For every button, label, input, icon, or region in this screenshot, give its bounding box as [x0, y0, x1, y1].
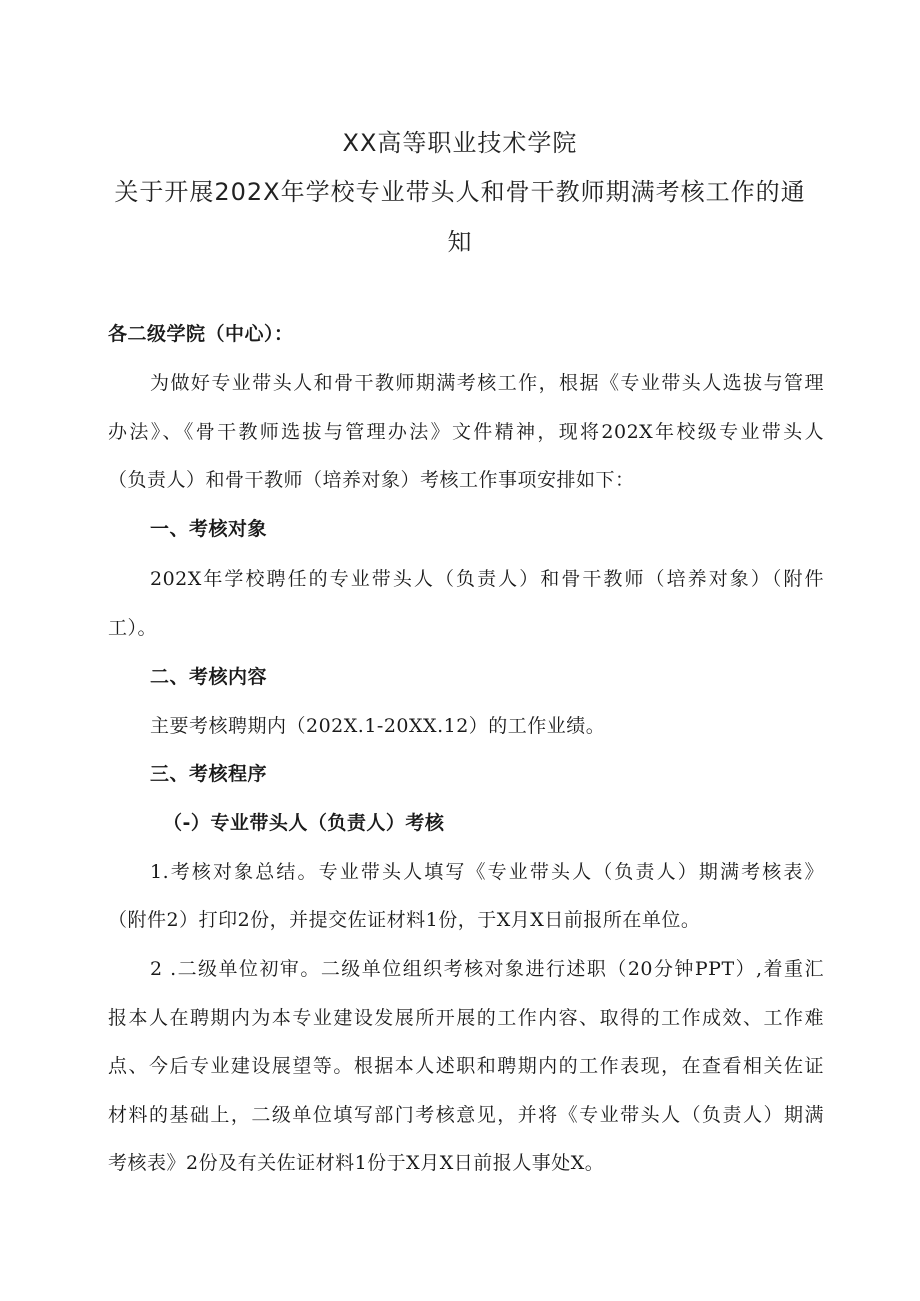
- item-2-line-5: 考核表》2份及有关佐证材料1份于X月X日前报人事处X。: [108, 1152, 605, 1174]
- item-2-line-3: 点、今后专业建设展望等。根据本人述职和聘期内的工作表现，在查看相关佐证: [108, 1055, 824, 1077]
- section-1-line-2: 工）。: [108, 617, 158, 639]
- intro-paragraph-line-1: 为做好专业带头人和骨干教师期满考核工作，根据《专业带头人选拔与管理: [150, 372, 824, 394]
- section-1-heading: 一、考核对象: [150, 518, 268, 540]
- item-1-line-1: 1.考核对象总结。专业带头人填写《专业带头人（负责人）期满考核表》: [150, 861, 824, 883]
- intro-paragraph-line-3: （负责人）和骨干教师（培养对象）考核工作事项安排如下：: [108, 469, 635, 491]
- intro-paragraph-line-2: 办法》、《骨干教师选拔与管理办法》文件精神，现将202X年校级专业带头人: [108, 421, 824, 443]
- section-2-heading: 二、考核内容: [150, 666, 268, 688]
- title-line-1: XX高等职业技术学院: [342, 129, 578, 157]
- item-1-line-2: （附件2）打印2份，并提交佐证材料1份，于X月X日前报所在单位。: [108, 909, 701, 931]
- item-2-line-4: 材料的基础上，二级单位填写部门考核意见，并将《专业带头人（负责人）期满: [108, 1104, 824, 1126]
- section-3-heading: 三、考核程序: [150, 763, 268, 785]
- title-line-3: 知: [447, 228, 473, 256]
- section-3-subheading: （-）专业带头人（负责人）考核: [163, 812, 445, 834]
- salutation: 各二级学院（中心）：: [108, 323, 294, 345]
- item-2-line-1: 2 .二级单位初审。二级单位组织考核对象进行述职（20分钟PPT）,着重汇: [150, 958, 824, 980]
- item-2-line-2: 报本人在聘期内为本专业建设发展所开展的工作内容、取得的工作成效、工作难: [108, 1007, 824, 1029]
- title-line-2: 关于开展202X年学校专业带头人和骨干教师期满考核工作的通: [114, 178, 806, 206]
- section-2-line-1: 主要考核聘期内（202X.1-20XX.12）的工作业绩。: [150, 715, 606, 737]
- section-1-line-1: 202X年学校聘任的专业带头人（负责人）和骨干教师（培养对象）（附件: [150, 568, 824, 590]
